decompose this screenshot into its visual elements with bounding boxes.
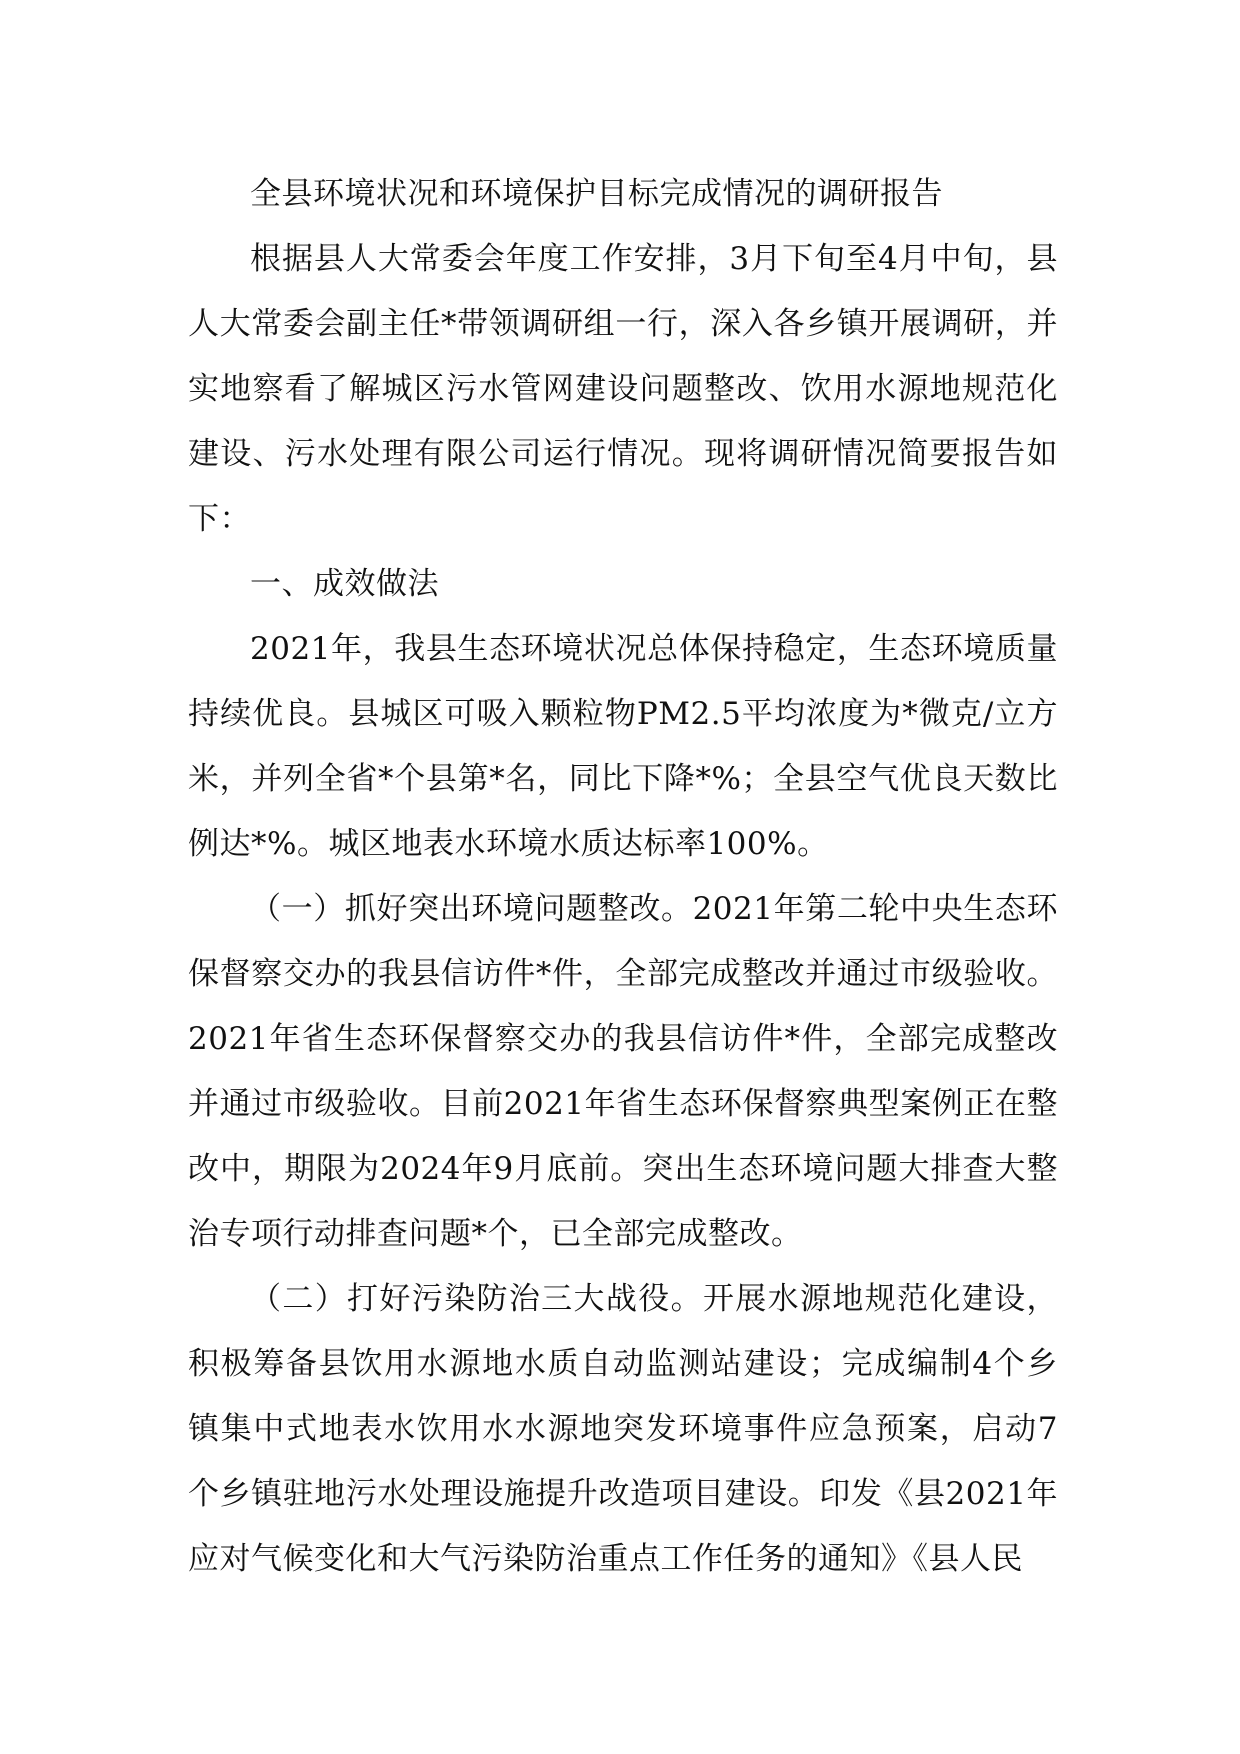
document-body xyxy=(188,162,1058,1592)
section-heading-achievements: 一、成效做法 xyxy=(250,566,439,602)
paragraph-environment-summary: 2021年，我县生态环境状况总体保持稳定，生态环境质量持续优良。县城区可吸入颗粒物PM2.5平均浓度为*微克/立方米，并列全省*个县第*名，同比下降*%；全县空气优良天数比例达*%。城区地表水环境水质达标率100%。 xyxy=(188,631,1058,862)
paragraph-intro: 根据县人大常委会年度工作安排，3月下旬至4月中旬，县人大常委会副主任*带领调研组一行，深入各乡镇开展调研，并实地察看了解城区污水管网建设问题整改、饮用水源地规范化建设、污水处理有限公司运行情况。现将调研情况简要报告如下： xyxy=(188,241,1058,537)
document-title: 全县环境状况和环境保护目标完成情况的调研报告 xyxy=(250,176,943,212)
paragraph-issue-rectification: （一）抓好突出环境问题整改。2021年第二轮中央生态环保督察交办的我县信访件*件，全部完成整改并通过市级验收。2021年省生态环保督察交办的我县信访件*件，全部完成整改并通过市级验收。目前2021年省生态环保督察典型案例正在整改中，期限为2024年9月底前。突出生态环境问题大排查大整治专项行动排查问题*个，已全部完成整改。 xyxy=(188,891,1058,1252)
paragraph-pollution-control: （二）打好污染防治三大战役。开展水源地规范化建设，积极筹备县饮用水源地水质自动监测站建设；完成编制4个乡镇集中式地表水饮用水水源地突发环境事件应急预案，启动7个乡镇驻地污水处理设施提升改造项目建设。印发《县2021年应对气候变化和大气污染防治重点工作任务的通知》《县人民 xyxy=(188,1281,1058,1577)
